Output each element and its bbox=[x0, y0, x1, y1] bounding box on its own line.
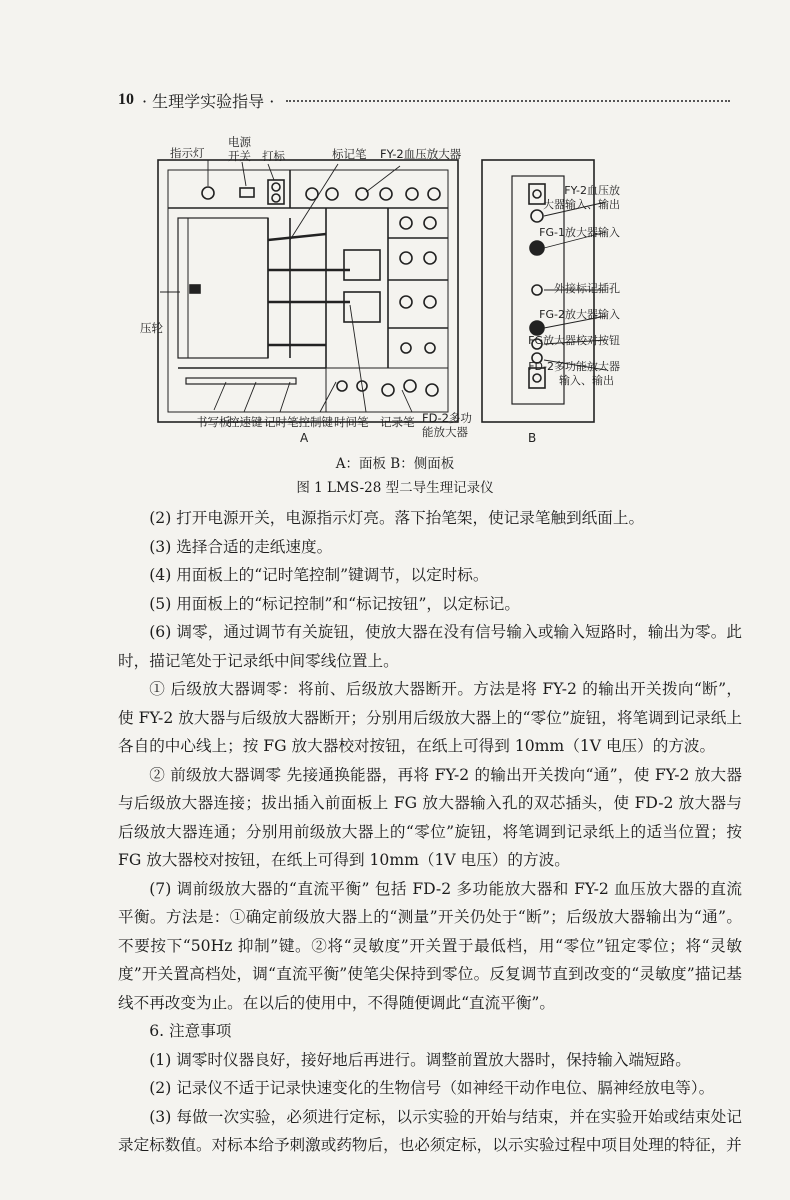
paragraph: (1) 调零时仪器良好，接好地后再进行。调整前置放大器时，保持输入端短路。 bbox=[149, 1050, 691, 1069]
label-mark-pen: 标记笔 bbox=[332, 147, 367, 161]
paragraph: (6) 调零，通过调节有关旋钮，使放大器在没有信号输入或输入短路时，输出为零。此时，描记笔处于记录纸中间零线位置上。 bbox=[118, 623, 742, 670]
paragraph: ① 后级放大器调零：将前、后级放大器断开。方法是将 FY-2 的输出开关拨向“断”，使 FY-2 放大器与后级放大器断开；分别用后级放大器上的“零位”旋钮，将笔调到记录纸上各自的中心线上；按 FG 放大器校对按钮，在纸上可得到 10mm（1V 电压）的方波。 bbox=[118, 680, 742, 755]
page-number: 10 bbox=[118, 91, 134, 108]
label-power-switch-1: 电源 bbox=[228, 135, 251, 149]
label-timer-key: 记时笔控制键 bbox=[264, 415, 333, 429]
indicator-light-knob bbox=[202, 187, 214, 199]
paragraph: ② 前级放大器调零 先接通换能器，再将 FY-2 的输出开关拨向“通”，使 FY-2 放大器与后级放大器连接；拔出插入前面板上 FG 放大器输入孔的双芯插头，使 FD-2 放大器与后级放大器连通；分别用前级放大器上的“零位”旋钮，将笔调到记录纸上的适当位置；按 FG 放大器校对按钮，在纸上可得到 10mm（1V 电压）的方波。 bbox=[118, 765, 742, 869]
header-dotted-rule bbox=[286, 99, 730, 102]
paragraph: (2) 记录仪不适于记录快速变化的生物信号（如神经干动作电位、膈神经放电等）。 bbox=[149, 1079, 715, 1097]
label-fy2-io-1: FY-2血压放 bbox=[564, 184, 620, 197]
label-power-switch-2: 开关 bbox=[228, 149, 251, 163]
label-fy2-io-2: 大器输入、输出 bbox=[543, 198, 620, 211]
paragraph: (3) 每做一次实验，必须进行定标，以示实验的开始与结束，并在实验开始或结束处记录定标数值。对标本给予刺激或药物后，也必须定标，以示实验过程中项目处理的特征，并 bbox=[118, 1107, 742, 1154]
body-text bbox=[118, 504, 742, 1160]
label-writing-board: 书写板 bbox=[196, 415, 231, 429]
panel-a-letter: A bbox=[300, 431, 309, 445]
paragraph: (4) 用面板上的“记时笔控制”键调节，以定时标。 bbox=[149, 566, 489, 584]
label-fd2-io-2: 输入、输出 bbox=[559, 374, 614, 387]
label-record-pen: 记录笔 bbox=[380, 415, 415, 429]
recorder-diagram bbox=[140, 120, 620, 480]
power-switch bbox=[240, 188, 254, 197]
label-pressure-wheel: 压轮 bbox=[140, 321, 163, 335]
label-fy2-amp: FY-2血压放大器 bbox=[380, 147, 462, 161]
label-fg2-input: FG-2放大器输入 bbox=[539, 308, 620, 321]
label-time-pen: 时间笔 bbox=[334, 415, 369, 429]
label-indicator-light: 指示灯 bbox=[170, 146, 205, 160]
pressure-wheel-mark bbox=[190, 285, 200, 293]
paragraph: (3) 选择合适的走纸速度。 bbox=[149, 537, 333, 556]
panel-b-letter: B bbox=[528, 431, 537, 445]
label-ext-mark-jack: 外接标记插孔 bbox=[554, 282, 620, 295]
running-header bbox=[118, 88, 730, 112]
label-fg-cal-button: FG放大器校对按钮 bbox=[528, 334, 620, 347]
section-heading: 6. 注意事项 bbox=[149, 1022, 232, 1040]
label-fd2-io-1: FD-2多功能放大器 bbox=[528, 360, 620, 373]
figure-caption: 图 1 LMS-28 型二导生理记录仪 bbox=[296, 480, 494, 496]
label-fd2-1: FD-2多功 bbox=[422, 411, 472, 425]
label-fd2-2: 能放大器 bbox=[422, 425, 468, 439]
figure-subcaption: A：面板 B：侧面板 bbox=[335, 456, 455, 472]
label-speed-key: 控速键 bbox=[228, 415, 263, 429]
label-fg1-input: FG-1放大器输入 bbox=[539, 226, 620, 239]
label-marker: 打标 bbox=[262, 149, 285, 163]
paragraph: (5) 用面板上的“标记控制”和“标记按钮”，以定标记。 bbox=[149, 594, 520, 613]
book-title: · 生理学实验指导 · bbox=[142, 91, 275, 111]
paragraph: (2) 打开电源开关，电源指示灯亮。落下抬笔架，使记录笔触到纸面上。 bbox=[149, 509, 645, 527]
paragraph: (7) 调前级放大器的“直流平衡” 包括 FD-2 多功能放大器和 FY-2 血压放大器的直流平衡。方法是：①确定前级放大器上的“测量”开关仍处于“断”；后级放大器输出为“通”。不要按下“50Hz 抑制”键。②将“灵敏度”开关置于最低档，用“零位”钮定零位；将“灵敏度”开关置高档处，调“直流平衡”使笔尖保持到零位。反复调节直到改变的“灵敏度”描记基线不再改变为止。在以后的使用中，不得随便调此“直流平衡”。 bbox=[118, 879, 742, 1012]
panel-a-inner bbox=[168, 170, 448, 412]
